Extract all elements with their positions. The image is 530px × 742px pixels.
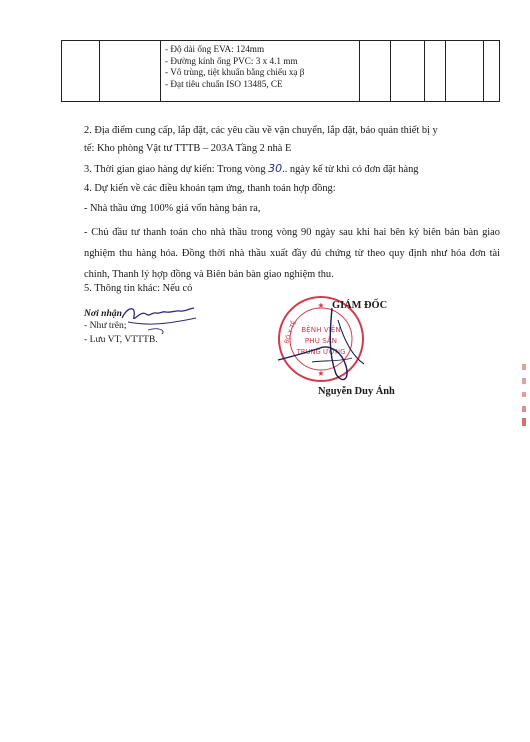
signatory-title: GIÁM ĐỐC [332, 300, 388, 311]
section-3-prefix: 3. Thời gian giao hàng dự kiến: Trong vòng [84, 164, 269, 175]
section-3 [84, 162, 418, 176]
svg-text:TRUNG ƯƠNG: TRUNG ƯƠNG [296, 348, 346, 356]
section-4-payment: - Chủ đầu tư thanh toán cho nhà thầu trong vòng 90 ngày sau khi hai bên ký biên bản bàn giao nghiệm thu hàng hóa. Đồng thời nhà thầu xuất đầy đủ chứng từ theo quy định như hóa đơn tài chính, Thanh lý hợp đồng và Biên bản bàn giao nghiệm thu. [84, 227, 500, 280]
section-4-title: 4. Dự kiến về các điều khoản tạm ứng, thanh toán hợp đồng: [84, 183, 336, 194]
section-4-advance: - Nhà thầu ứng 100% giá vốn hàng bán ra, [84, 203, 261, 214]
table-cell [360, 41, 391, 102]
section-2-line-1: 2. Địa điểm cung cấp, lắp đặt, các yêu cầu về vận chuyển, lắp đặt, bảo quản thiết bị y [84, 125, 438, 136]
table-cell [391, 41, 425, 102]
svg-text:BỘ Y TẾ: BỘ Y TẾ [283, 319, 299, 345]
spec-list [161, 41, 359, 90]
section-3-suffix: .. ngày kể từ khi có đơn đặt hàng [282, 164, 419, 175]
handwritten-days: 30 [268, 162, 283, 175]
recipient-line: - Như trên; [84, 320, 127, 331]
svg-text:★: ★ [317, 301, 325, 310]
svg-text:BỆNH VIỆN: BỆNH VIỆN [301, 325, 341, 334]
svg-text:★: ★ [317, 369, 325, 378]
director-signature [272, 300, 382, 392]
spec-item: - Vô trùng, tiệt khuẩn bằng chiếu xạ β [165, 67, 305, 77]
table-cell [484, 41, 500, 102]
table-cell [62, 41, 100, 102]
page-edge-marks [519, 360, 529, 430]
spec-cell [161, 41, 360, 102]
section-5: 5. Thông tin khác: Nếu có [84, 283, 193, 294]
recipients-title: Nơi nhận [84, 308, 122, 319]
spec-item: - Độ dài ống EVA: 124mm [165, 44, 265, 54]
initial-signature [118, 300, 200, 340]
svg-text:PHỤ SẢN: PHỤ SẢN [304, 336, 338, 345]
spec-item: - Đường kính ống PVC: 3 x 4.1 mm [165, 55, 298, 66]
table-cell [425, 41, 446, 102]
signatory-name: Nguyễn Duy Ánh [318, 386, 395, 397]
table-cell [446, 41, 484, 102]
spec-item: - Đạt tiêu chuẩn ISO 13485, CE [165, 78, 283, 89]
spec-table [61, 40, 500, 102]
recipient-line: - Lưu VT, VTTTB. [84, 334, 158, 345]
table-cell [100, 41, 161, 102]
section-2-line-2: tế: Kho phòng Vật tư TTTB – 203A Tầng 2 nhà E [84, 143, 292, 154]
